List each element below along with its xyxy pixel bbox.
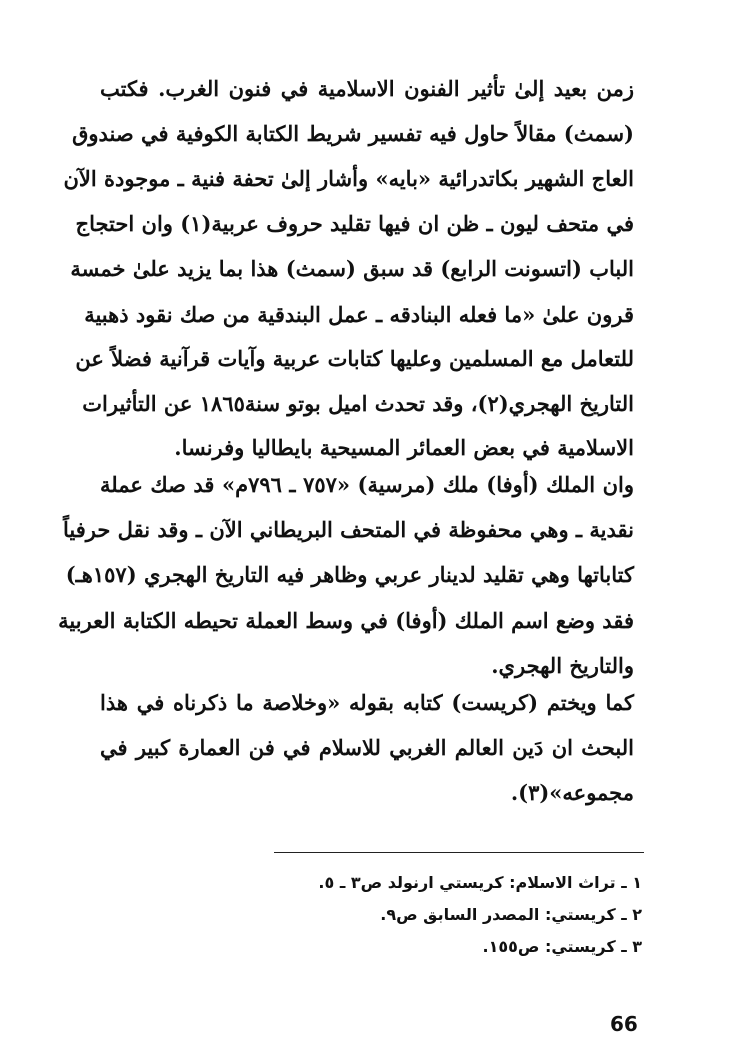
body-text-line: التاريخ الهجري(٢)، وقد تحدث اميل بوتو سنة١٨٦٥ عن التأثيرات (82, 391, 634, 416)
body-text-line: وان الملك (أوفا) ملك (مرسية) «٧٥٧ ـ ٧٩٦م» قد صك عملة (100, 472, 634, 497)
body-text-line: للتعامل مع المسلمين وعليها كتابات عربية وآيات قرآنية فضلاً عن (75, 346, 634, 371)
body-text-line: البحث ان دَين العالم الغربي للاسلام في فن العمارة كبير في (100, 735, 634, 760)
body-text-line: كتاباتها وهي تقليد لدينار عربي وظاهر فيه التاريخ الهجري (١٥٧هـ) (65, 562, 634, 587)
body-text-line: الباب (اتسونت الرابع) قد سبق (سمث) هذا بما يزيد علىٰ خمسة (70, 256, 634, 281)
body-text-line: فقد وضع اسم الملك (أوفا) في وسط العملة تحيطه الكتابة العربية (58, 608, 634, 633)
body-text-line: في متحف ليون ـ ظن ان فيها تقليد حروف عربية(١) وان احتجاج (75, 211, 634, 236)
footnote: ٣ ـ كريستي: ص١٥٥. (482, 937, 642, 956)
footnote-divider (274, 852, 644, 853)
body-text-line: العاج الشهير بكاتدرائية «بايه» وأشار إلىٰ تحفة فنية ـ موجودة الآن (63, 166, 634, 191)
body-text-line: نقدية ـ وهي محفوظة في المتحف البريطاني الآن ـ وقد نقل حرفياً (63, 517, 634, 542)
footnote: ٢ ـ كريستي: المصدر السابق ص٩. (380, 905, 642, 924)
page-number: 66 (610, 1012, 638, 1036)
body-text-line: الاسلامية في بعض العمائر المسيحية بايطاليا وفرنسا. (174, 435, 634, 460)
body-text-line: (سمث) مقالاً حاول فيه تفسير شريط الكتابة الكوفية في صندوق (72, 121, 634, 146)
body-text-line: زمن بعيد إلىٰ تأثير الفنون الاسلامية في فنون الغرب. فكتب (100, 76, 634, 101)
body-text-line: قرون علىٰ «ما فعله البنادقه ـ عمل البندقية من صك نقود ذهبية (84, 302, 634, 327)
footnote: ١ ـ تراث الاسلام: كريستي ارنولد ص٣ ـ ٥. (318, 873, 642, 892)
body-text-line: والتاريخ الهجري. (491, 653, 634, 678)
body-text-line: كما ويختم (كريست) كتابه بقوله «وخلاصة ما ذكرناه في هذا (100, 690, 634, 715)
body-text-line: مجموعه»(٣). (510, 780, 634, 805)
